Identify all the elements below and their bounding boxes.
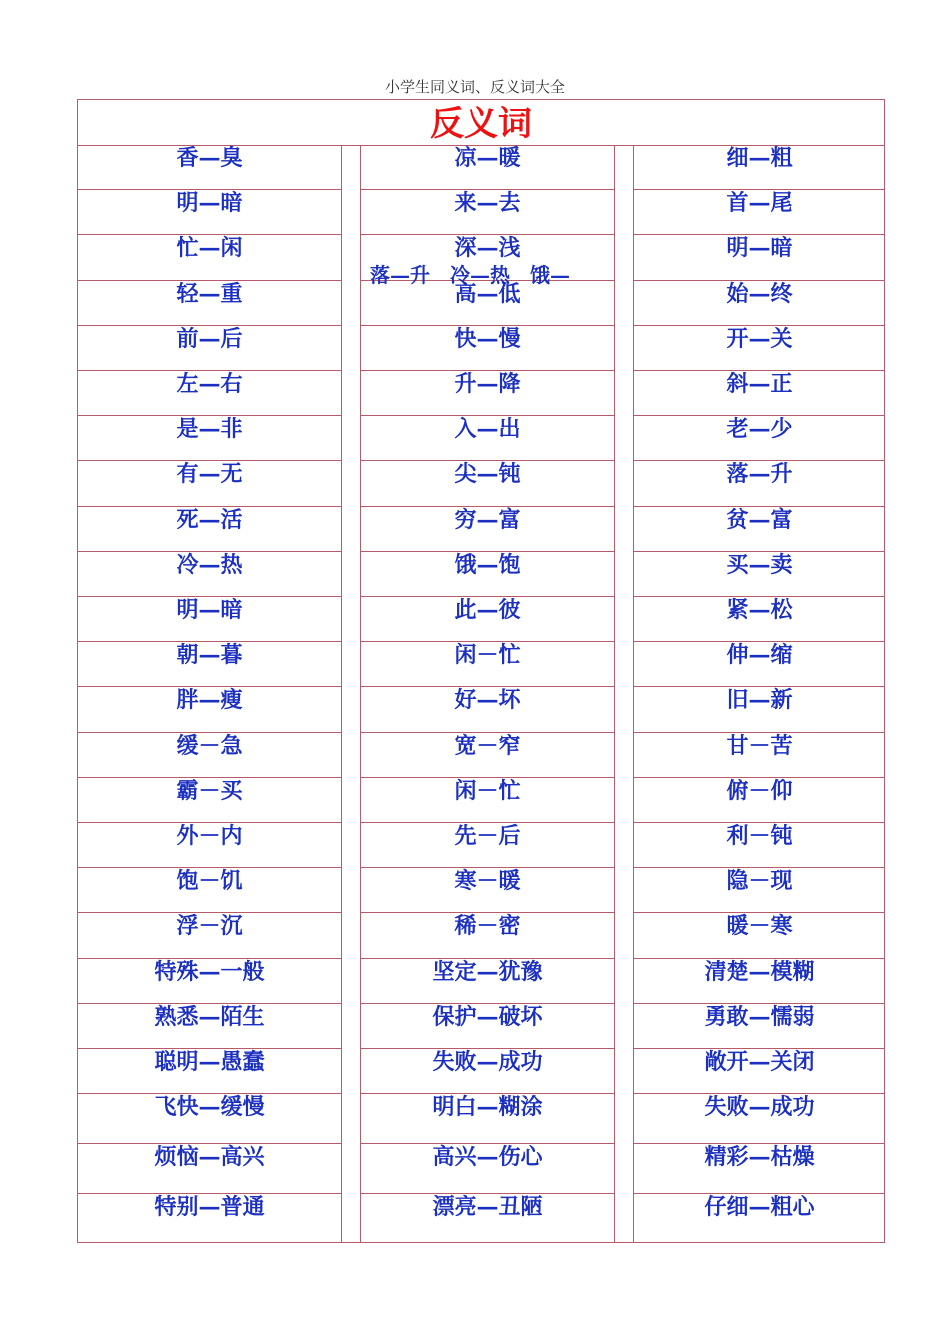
antonym-cell (634, 235, 885, 280)
antonym-pair: 隐－现 (726, 868, 793, 895)
antonym-cell (361, 281, 614, 326)
antonym-pair: 失败—成功 (432, 1049, 543, 1075)
antonym-pair: 落—升 (726, 461, 793, 488)
antonym-pair: 胖—瘦 (176, 687, 243, 714)
antonym-pair: 特殊—一般 (154, 958, 265, 985)
antonym-pair: 深—浅 (454, 235, 521, 262)
antonym-cell (361, 371, 614, 416)
antonym-cell (634, 642, 885, 687)
antonym-cell (78, 823, 341, 868)
antonym-cell (634, 778, 885, 823)
antonym-cell (78, 235, 341, 280)
antonym-cell (78, 326, 341, 371)
antonym-pair: 始—终 (726, 280, 793, 307)
antonym-pair: 好—坏 (454, 687, 521, 714)
antonym-cell (78, 1094, 341, 1144)
antonym-pair: 明—暗 (176, 597, 243, 623)
antonym-cell (78, 959, 341, 1004)
antonym-cell (361, 461, 614, 506)
antonym-pair: 尖—钝 (454, 461, 521, 488)
antonym-cell (361, 597, 614, 642)
antonym-pair: 闲－忙 (454, 777, 521, 804)
antonym-cell (634, 371, 885, 416)
page-header: 小学生同义词、反义词大全 (384, 78, 565, 96)
antonym-pair: 前—后 (176, 325, 243, 352)
table-title: 反义词 (430, 104, 532, 144)
antonym-pair: 烦恼—高兴 (154, 1144, 265, 1171)
antonym-pair: 利－钝 (726, 823, 793, 849)
antonym-cell (634, 281, 885, 326)
column-2 (360, 145, 615, 1242)
antonym-pair: 斜—正 (726, 371, 793, 397)
antonym-pair: 外－内 (176, 823, 243, 849)
antonym-pair: 香—臭 (176, 145, 243, 171)
antonym-pair: 忙—闲 (176, 235, 243, 262)
antonym-cell (361, 823, 614, 868)
antonym-pair: 缓－急 (176, 732, 243, 759)
antonym-cell (361, 733, 614, 778)
antonym-cell (634, 416, 885, 461)
antonym-cell (78, 1194, 341, 1242)
antonym-cell (634, 597, 885, 642)
antonym-pair: 闲－忙 (454, 642, 521, 669)
antonym-cell (361, 326, 614, 371)
antonym-cell (78, 507, 341, 552)
antonym-cell (634, 145, 885, 190)
antonym-pair: 此—彼 (454, 597, 521, 623)
antonym-cell (634, 733, 885, 778)
antonym-cell (361, 1194, 614, 1242)
antonym-cell (361, 642, 614, 687)
antonym-pair: 甘－苦 (726, 732, 793, 759)
antonym-pair: 宽－窄 (454, 732, 521, 759)
antonym-pair: 穷—富 (454, 506, 521, 533)
antonym-pair: 朝—暮 (176, 642, 243, 669)
antonym-cell (78, 416, 341, 461)
antonym-pair: 饿—饱 (454, 551, 521, 578)
antonym-pair: 明白—糊涂 (432, 1094, 543, 1121)
antonym-cell (634, 959, 885, 1004)
antonym-cell (634, 868, 885, 913)
column-3 (633, 145, 885, 1242)
antonym-pair: 是—非 (176, 416, 243, 443)
antonym-cell (361, 145, 614, 190)
antonym-cell (361, 687, 614, 732)
antonym-pair: 暖－寒 (726, 913, 793, 940)
antonym-pair: 浮－沉 (176, 913, 243, 940)
antonym-pair: 明—暗 (176, 190, 243, 217)
antonym-cell (78, 190, 341, 235)
antonym-pair: 伸—缩 (726, 642, 793, 669)
antonym-pair: 冷—热 (176, 551, 243, 578)
column-1 (78, 145, 341, 1242)
antonym-cell (78, 733, 341, 778)
antonym-cell (634, 190, 885, 235)
antonym-cell (361, 1049, 614, 1094)
antonym-cell (78, 371, 341, 416)
antonym-pair: 有—无 (176, 461, 243, 488)
antonym-cell (361, 959, 614, 1004)
antonym-cell (78, 1004, 341, 1049)
antonym-cell (634, 1194, 885, 1242)
antonym-pair: 左—右 (176, 371, 243, 397)
antonym-cell (78, 687, 341, 732)
antonym-cell (361, 552, 614, 597)
antonym-pair: 首—尾 (726, 190, 793, 217)
antonym-cell (634, 1004, 885, 1049)
antonym-pair: 清楚—模糊 (704, 958, 815, 985)
antonym-pair: 入—出 (454, 416, 521, 443)
antonym-pair: 轻—重 (176, 280, 243, 307)
antonym-table (77, 99, 885, 1243)
antonym-cell (78, 778, 341, 823)
title-row (78, 100, 884, 146)
antonym-pair: 失败—成功 (704, 1094, 815, 1121)
antonym-pair: 坚定—犹豫 (432, 958, 543, 985)
antonym-cell (634, 552, 885, 597)
antonym-pair: 稀－密 (454, 913, 521, 940)
antonym-cell (361, 913, 614, 958)
antonym-pair: 凉—暖 (454, 145, 521, 171)
antonym-cell (634, 461, 885, 506)
antonym-cell (634, 507, 885, 552)
antonym-cell (361, 778, 614, 823)
antonym-pair: 熟悉—陌生 (154, 1003, 265, 1030)
antonym-cell (361, 868, 614, 913)
antonym-pair: 寒－暖 (454, 868, 521, 895)
antonym-cell (634, 1144, 885, 1194)
antonym-pair: 紧—松 (726, 597, 793, 623)
antonym-pair: 俯－仰 (726, 777, 793, 804)
antonym-cell (78, 461, 341, 506)
antonym-pair: 旧—新 (726, 687, 793, 714)
antonym-pair: 买—卖 (726, 551, 793, 578)
antonym-cell (634, 913, 885, 958)
antonym-cell (78, 1049, 341, 1094)
antonym-cell (361, 1004, 614, 1049)
antonym-pair: 明—暗 (726, 235, 793, 262)
antonym-pair: 升—降 (454, 371, 521, 397)
antonym-pair: 特别—普通 (154, 1194, 265, 1221)
antonym-cell (634, 687, 885, 732)
antonym-pair: 先－后 (454, 823, 521, 849)
antonym-pair: 高—低 (454, 280, 521, 307)
antonym-cell (78, 145, 341, 190)
antonym-cell (361, 1144, 614, 1194)
antonym-cell (634, 326, 885, 371)
antonym-cell (78, 1144, 341, 1194)
antonym-pair: 霸－买 (176, 777, 243, 804)
antonym-pair: 聪明—愚蠢 (154, 1049, 265, 1075)
antonym-pair: 细—粗 (726, 145, 793, 171)
antonym-cell (78, 597, 341, 642)
antonym-cell (634, 823, 885, 868)
antonym-pair: 开—关 (726, 325, 793, 352)
antonym-cell (361, 507, 614, 552)
antonym-cell (634, 1049, 885, 1094)
antonym-pair: 饱－饥 (176, 868, 243, 895)
antonym-pair: 勇敢—懦弱 (704, 1003, 815, 1030)
antonym-pair: 飞快—缓慢 (154, 1094, 265, 1121)
antonym-cell (78, 913, 341, 958)
column-gap (341, 145, 360, 1242)
antonym-pair: 来—去 (454, 190, 521, 217)
antonym-cell (78, 552, 341, 597)
overlapping-text: 落—升 冷—热 饿— (370, 263, 570, 287)
antonym-cell (361, 416, 614, 461)
antonym-pair: 敞开—关闭 (704, 1049, 815, 1075)
antonym-pair: 死—活 (176, 506, 243, 533)
antonym-pair: 保护—破坏 (432, 1003, 543, 1030)
antonym-pair: 老—少 (726, 416, 793, 443)
antonym-pair: 精彩—枯燥 (704, 1144, 815, 1171)
antonym-pair: 漂亮—丑陋 (432, 1194, 543, 1221)
antonym-cell (361, 190, 614, 235)
antonym-cell (78, 868, 341, 913)
antonym-cell (634, 1094, 885, 1144)
antonym-pair: 快—慢 (454, 325, 521, 352)
antonym-cell (361, 1094, 614, 1144)
antonym-pair: 贫—富 (726, 506, 793, 533)
antonym-cell (78, 642, 341, 687)
antonym-cell (78, 281, 341, 326)
antonym-pair: 高兴—伤心 (432, 1144, 543, 1171)
antonym-pair: 仔细—粗心 (704, 1194, 815, 1221)
